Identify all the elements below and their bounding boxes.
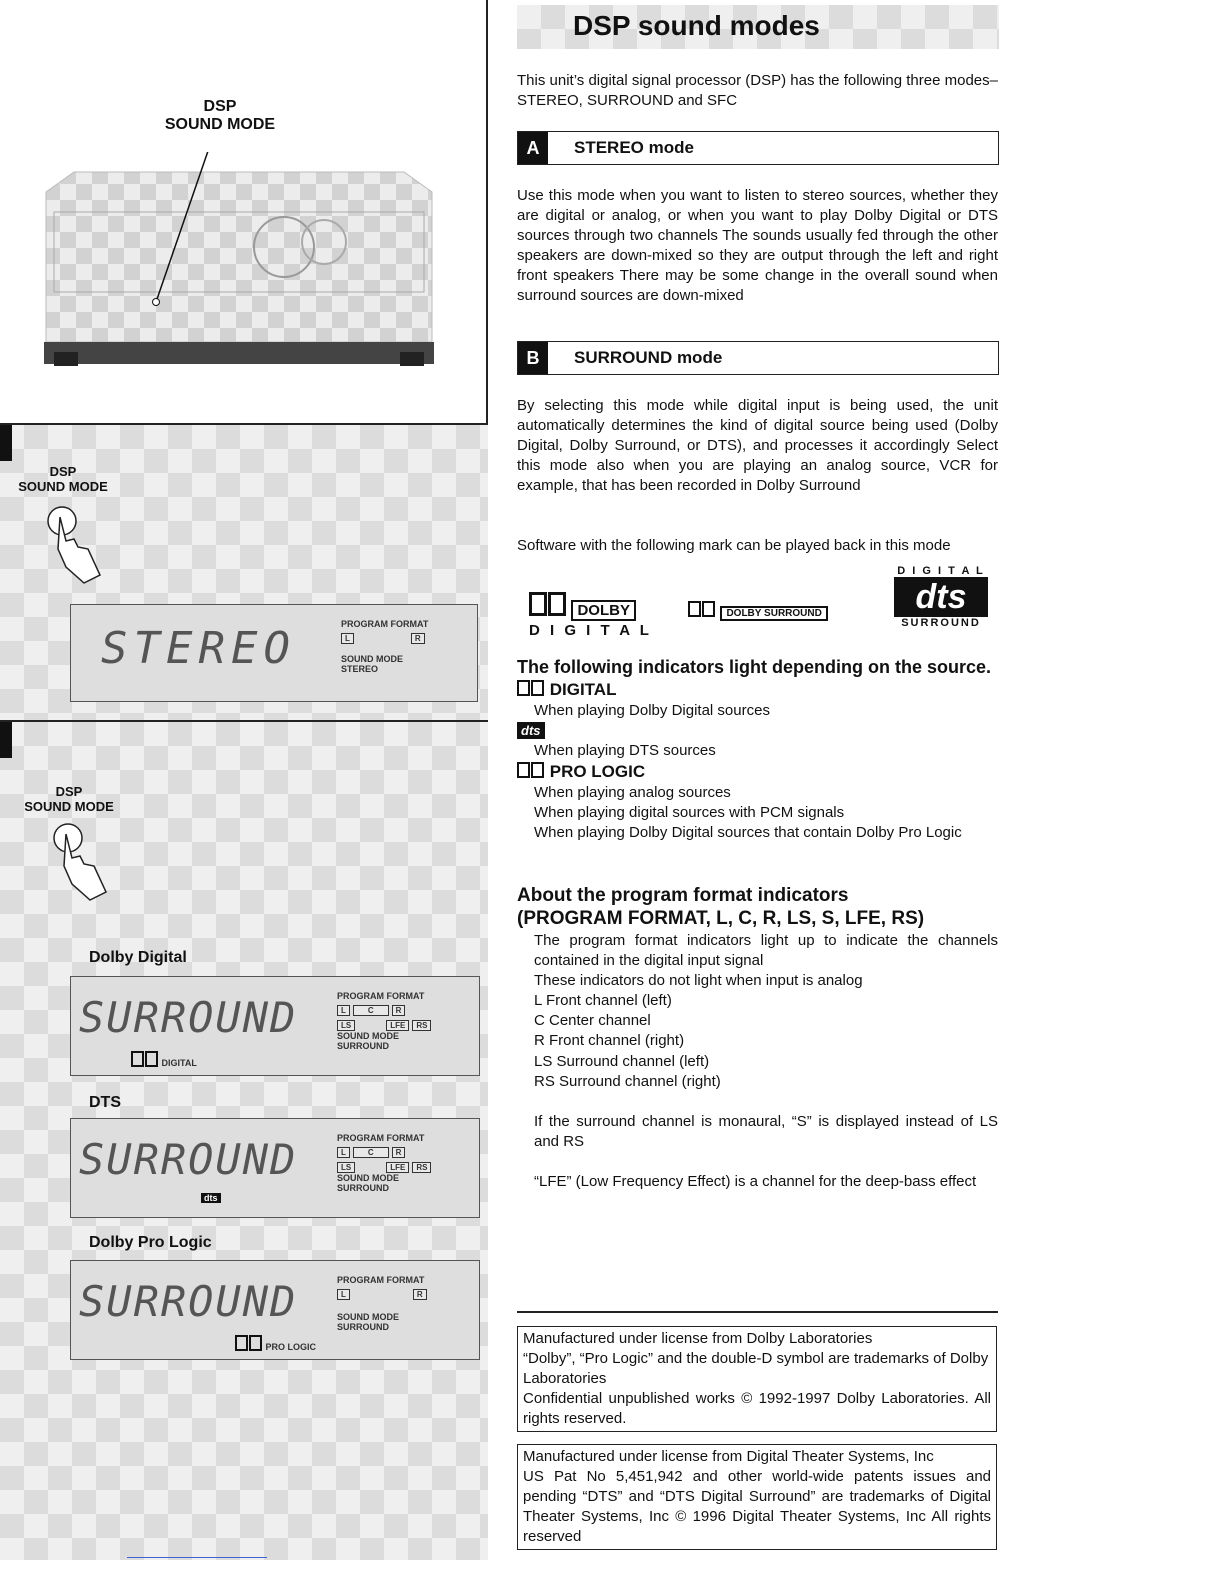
callout-line1: DSP (203, 98, 237, 115)
channel-item: R Front channel (right) (534, 1032, 685, 1050)
mode-name-surround: SURROUND mode (574, 348, 723, 367)
program-format-heading: About the program format indicators (PROGRAM FORMAT, L, C, R, LS, S, LFE, RS) (517, 885, 925, 929)
software-note: Software with the following mark can be played back in this mode (517, 537, 951, 554)
prologic-indicator-label: PRO LOGIC (517, 762, 645, 782)
program-format-desc: The program format indicators light up to indicate the channels contained in the digital input signal (534, 932, 998, 970)
page-title: DSP sound modes (573, 10, 820, 41)
digital-indicator-label: DIGITAL (517, 680, 616, 700)
digital-indicator-desc: When playing Dolby Digital sources (534, 702, 770, 719)
program-format-note: These indicators do not light when input is analog (534, 972, 863, 990)
section-a-tab (0, 425, 12, 461)
ind-rs: RS (412, 1162, 431, 1173)
program-format-body (534, 931, 998, 1192)
program-format-label: PROGRAM FORMAT (337, 991, 425, 1001)
program-format-label: PROGRAM FORMAT (337, 1133, 425, 1143)
lcd-stereo-text: STEREO (101, 623, 296, 674)
section-a-dsp-label: DSP SOUND MODE (18, 464, 108, 494)
lcd-surround-text: SURROUND (79, 1135, 298, 1184)
mode-name-stereo: STEREO mode (574, 138, 694, 157)
section-b-tab (0, 722, 12, 758)
lcd-surround-text: SURROUND (79, 1277, 298, 1326)
pro-logic-display-panel (70, 1260, 480, 1360)
dsp-sound-mode-callout (150, 98, 290, 134)
label-dolby-digital: Dolby Digital (89, 949, 187, 966)
ind-l: L (337, 1005, 350, 1016)
dolby-digital-logo: DOLBY D I G I T A L (529, 592, 652, 639)
stereo-display-panel (70, 604, 478, 702)
ind-l: L (341, 633, 354, 644)
dolby-surround-logo: DOLBY SURROUND (688, 601, 828, 621)
ind-r: R (392, 1147, 406, 1158)
pointing-hand-icon (50, 822, 120, 902)
lfe-note: “LFE” (Low Frequency Effect) is a channel for the deep-bass effect (534, 1172, 977, 1190)
program-format-label: PROGRAM FORMAT (337, 1275, 425, 1285)
channel-item: LS Surround channel (left) (534, 1052, 710, 1070)
indicators-heading: The following indicators light depending on the source. (517, 657, 992, 677)
ind-r: R (413, 1289, 427, 1300)
sound-mode-label: SOUND MODE (337, 1173, 400, 1183)
sound-mode-value: SURROUND (337, 1322, 390, 1332)
ind-c: C (353, 1147, 389, 1158)
dolby-license-box: Manufactured under license from Dolby Laboratories “Dolby”, “Pro Logic” and the double-D symbol are trademarks of Dolby Laboratories Confidential unpublished works © 1992-1997 Dolby Laboratories. All rights reserved. (517, 1326, 997, 1432)
column-divider (486, 0, 488, 425)
footer-link-rule (127, 1557, 267, 1558)
sound-mode-value: STEREO (341, 664, 379, 674)
sound-mode-label: SOUND MODE (337, 1031, 400, 1041)
list-item: When playing digital sources with PCM signals (534, 804, 845, 822)
label-dolby-pro-logic: Dolby Pro Logic (89, 1234, 212, 1251)
stereo-description: Use this mode when you want to listen to stereo sources, whether they are digital or analog, or when you want to play Dolby Digital or DTS sources through two channels The sounds usually fed through the other speakers are down-mixed so they are output through the left and right front speakers There may be some change in the overall sound when surround sources are down-mixed (517, 187, 998, 305)
mode-letter-b: B (518, 342, 548, 374)
sound-mode-label: SOUND MODE (337, 1312, 400, 1322)
surround-description: By selecting this mode while digital input is being used, the unit automatically determines the kind of digital source being used (Dolby Digital, Dolby Surround, or DTS), and processes it accordingly Select this mode also when you are playing an analog source, VCR for example, that has been recorded in Dolby Surround (517, 397, 998, 495)
dts-display-panel (70, 1118, 480, 1218)
channel-item: RS Surround channel (right) (534, 1072, 721, 1090)
ind-ls: LS (337, 1162, 355, 1173)
sound-mode-value: SURROUND (337, 1041, 390, 1051)
section-b-dsp-label: DSP SOUND MODE (24, 784, 114, 814)
prologic-indicator-list (534, 783, 998, 843)
mode-letter-a: A (518, 132, 548, 164)
ind-c: C (353, 1005, 389, 1016)
dts-license-box: Manufactured under license from Digital Theater Systems, Inc US Pat No 5,451,942 and other world-wide patents issues and pending “DTS” and “DTS Digital Surround” are trademarks of Digital Theater Systems, Inc © 1996 Digital Theater Systems, Inc All rights reserved (517, 1444, 997, 1550)
dts-digital-surround-logo: D I G I T A L dts SURROUND (894, 565, 988, 629)
channel-item: C Center channel (534, 1012, 651, 1030)
ind-r: R (411, 633, 425, 644)
dts-indicator-label: dts (517, 722, 545, 739)
label-dts: DTS (89, 1094, 121, 1111)
ind-ls: LS (337, 1020, 355, 1031)
ind-l: L (337, 1147, 350, 1158)
pointing-hand-icon (44, 505, 114, 585)
mode-heading-surround (517, 341, 999, 375)
dolby-digital-display-panel (70, 976, 480, 1076)
lcd-surround-text: SURROUND (79, 993, 298, 1042)
badge-dts: dts (201, 1193, 221, 1203)
dts-indicator-desc: When playing DTS sources (534, 742, 716, 759)
ind-r: R (392, 1005, 406, 1016)
intro-paragraph: This unit’s digital signal processor (DSP) has the following three modes–STEREO, SURROUND and SFC (517, 72, 998, 110)
badge-digital: DIGITAL (131, 1051, 197, 1068)
list-item: When playing analog sources (534, 784, 731, 801)
legal-rule (517, 1311, 998, 1313)
receiver-unit-illustration (44, 152, 434, 370)
program-format-label: PROGRAM FORMAT (341, 619, 429, 629)
ind-lfe: LFE (386, 1162, 409, 1173)
ind-lfe: LFE (386, 1020, 409, 1031)
ind-rs: RS (412, 1020, 431, 1031)
sound-mode-label: SOUND MODE (341, 654, 404, 664)
mono-note: If the surround channel is monaural, “S” is displayed instead of LS and RS (534, 1112, 998, 1150)
sound-mode-value: SURROUND (337, 1183, 390, 1193)
ind-l: L (337, 1289, 350, 1300)
badge-pro-logic: PRO LOGIC (235, 1335, 316, 1352)
channel-item: L Front channel (left) (534, 992, 672, 1010)
mode-heading-stereo (517, 131, 999, 165)
callout-line2: SOUND MODE (164, 116, 276, 133)
list-item: When playing Dolby Digital sources that contain Dolby Pro Logic (534, 824, 962, 842)
